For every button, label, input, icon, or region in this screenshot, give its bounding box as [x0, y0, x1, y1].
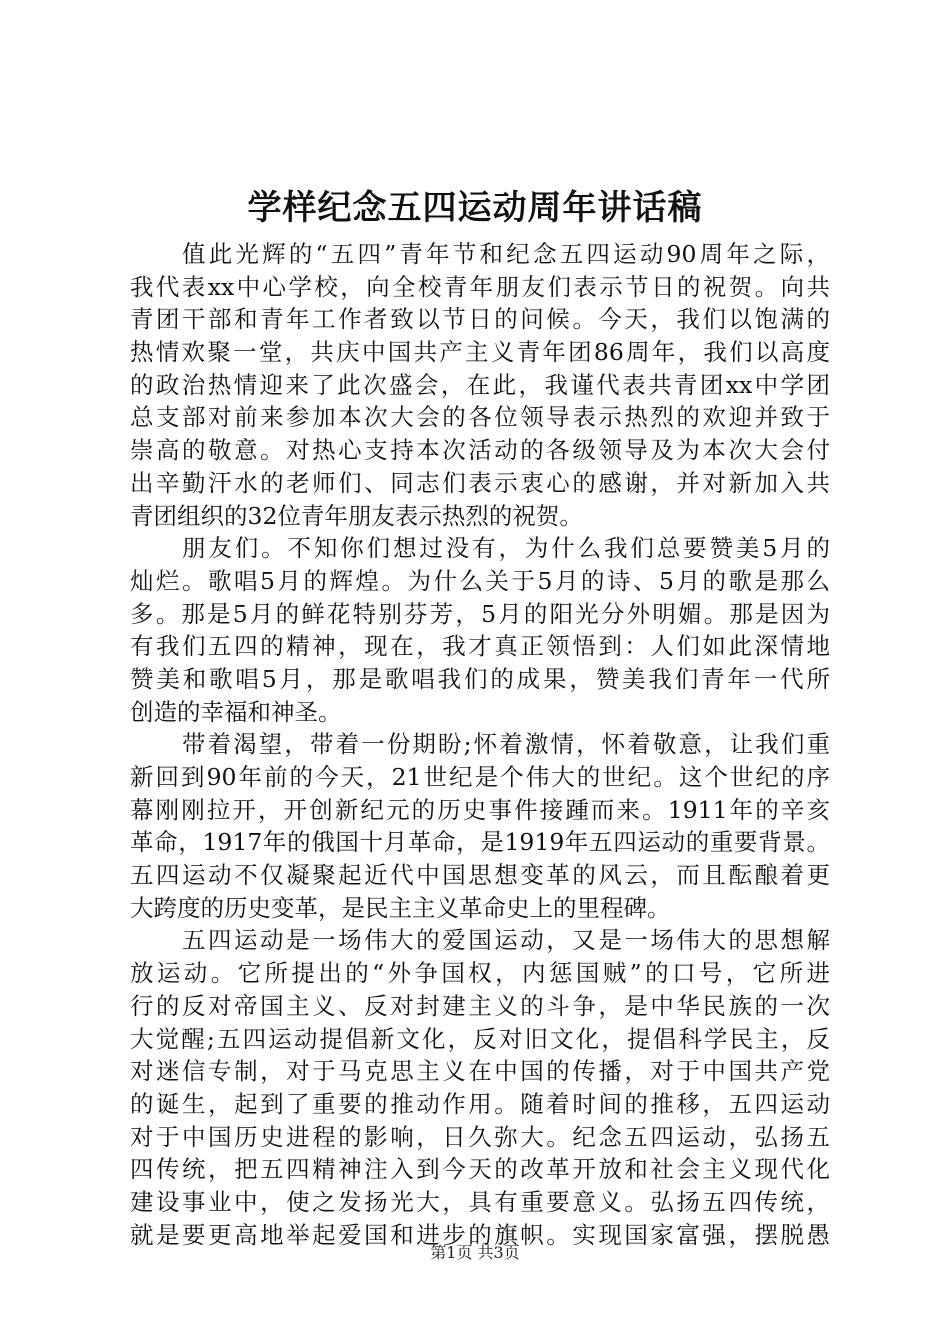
text-line: 对迷信专制，对于马克思主义在中国的传播，对于中国共产党 [130, 1057, 830, 1086]
text-line: 五四运动不仅凝聚起近代中国思想变革的风云，而且酝酿着更 [130, 861, 830, 890]
text-line: 出辛勤汗水的老师们、同志们表示衷心的感谢，并对新加入共 [130, 468, 830, 497]
paragraph [130, 238, 830, 532]
text-line: 青团组织的32位青年朋友表示热烈的祝贺。 [130, 501, 583, 530]
text-line: 崇高的敬意。对热心支持本次活动的各级领导及为本次大会付 [130, 436, 830, 465]
paragraph [130, 924, 830, 1251]
document-body [130, 238, 830, 1251]
text-line: 对于中国历史进程的影响，日久弥大。纪念五四运动，弘扬五 [130, 1122, 830, 1151]
text-line: 总支部对前来参加本次大会的各位领导表示热烈的欢迎并致于 [130, 403, 830, 432]
page-footer: 第1页 共3页 [430, 1243, 520, 1262]
text-line: 就是要更高地举起爱国和进步的旗帜。实现国家富强，摆脱愚 [130, 1220, 830, 1249]
text-line: 朋友们。不知你们想过没有，为什么我们总要赞美5月的 [182, 534, 830, 563]
text-line: 幕刚刚拉开，开创新纪元的历史事件接踵而来。1911年的辛亥 [130, 795, 830, 824]
text-line: 热情欢聚一堂，共庆中国共产主义青年团86周年，我们以高度 [130, 338, 830, 367]
document-title: 学样纪念五四运动周年讲话稿 [247, 188, 703, 228]
text-line: 四传统，把五四精神注入到今天的改革开放和社会主义现代化 [130, 1155, 830, 1184]
text-line: 放运动。它所提出的“外争国权，内惩国贼”的口号，它所进 [130, 959, 830, 988]
text-line: 值此光辉的“五四”青年节和纪念五四运动90周年之际， [182, 240, 830, 268]
text-line: 创造的幸福和神圣。 [130, 697, 342, 726]
text-line: 多。那是5月的鲜花特别芬芳，5月的阳光分外明媚。那是因为 [130, 599, 830, 628]
text-line: 行的反对帝国主义、反对封建主义的斗争，是中华民族的一次 [130, 991, 830, 1020]
text-line: 大跨度的历史变革，是民主主义革命史上的里程碑。 [130, 893, 671, 922]
text-line: 带着渴望，带着一份期盼;怀着激情，怀着敬意，让我们重 [182, 730, 830, 759]
text-line: 赞美和歌唱5月，那是歌唱我们的成果，赞美我们青年一代所 [130, 664, 830, 693]
text-line: 大觉醒;五四运动提倡新文化，反对旧文化，提倡科学民主，反 [130, 1024, 830, 1053]
paragraph [130, 532, 830, 728]
text-line: 的诞生，起到了重要的推动作用。随着时间的推移，五四运动 [130, 1089, 830, 1118]
text-line: 五四运动是一场伟大的爱国运动，又是一场伟大的思想解 [182, 926, 830, 955]
text-line: 建设事业中，使之发扬光大，具有重要意义。弘扬五四传统， [130, 1187, 830, 1216]
text-line: 青团干部和青年工作者致以节日的问候。今天，我们以饱满的 [130, 305, 830, 334]
text-line: 新回到90年前的今天，21世纪是个伟大的世纪。这个世纪的序 [130, 763, 830, 791]
text-line: 有我们五四的精神，现在，我才真正领悟到：人们如此深情地 [130, 632, 830, 661]
text-line: 革命，1917年的俄国十月革命，是1919年五四运动的重要背景。 [130, 828, 830, 857]
paragraph [130, 728, 830, 924]
text-line: 灿烂。歌唱5月的辉煌。为什么关于5月的诗、5月的歌是那么 [130, 566, 830, 595]
text-line: 我代表xx中心学校，向全校青年朋友们表示节日的祝贺。向共 [130, 272, 830, 301]
text-line: 的政治热情迎来了此次盛会，在此，我谨代表共青团xx中学团 [130, 370, 830, 399]
